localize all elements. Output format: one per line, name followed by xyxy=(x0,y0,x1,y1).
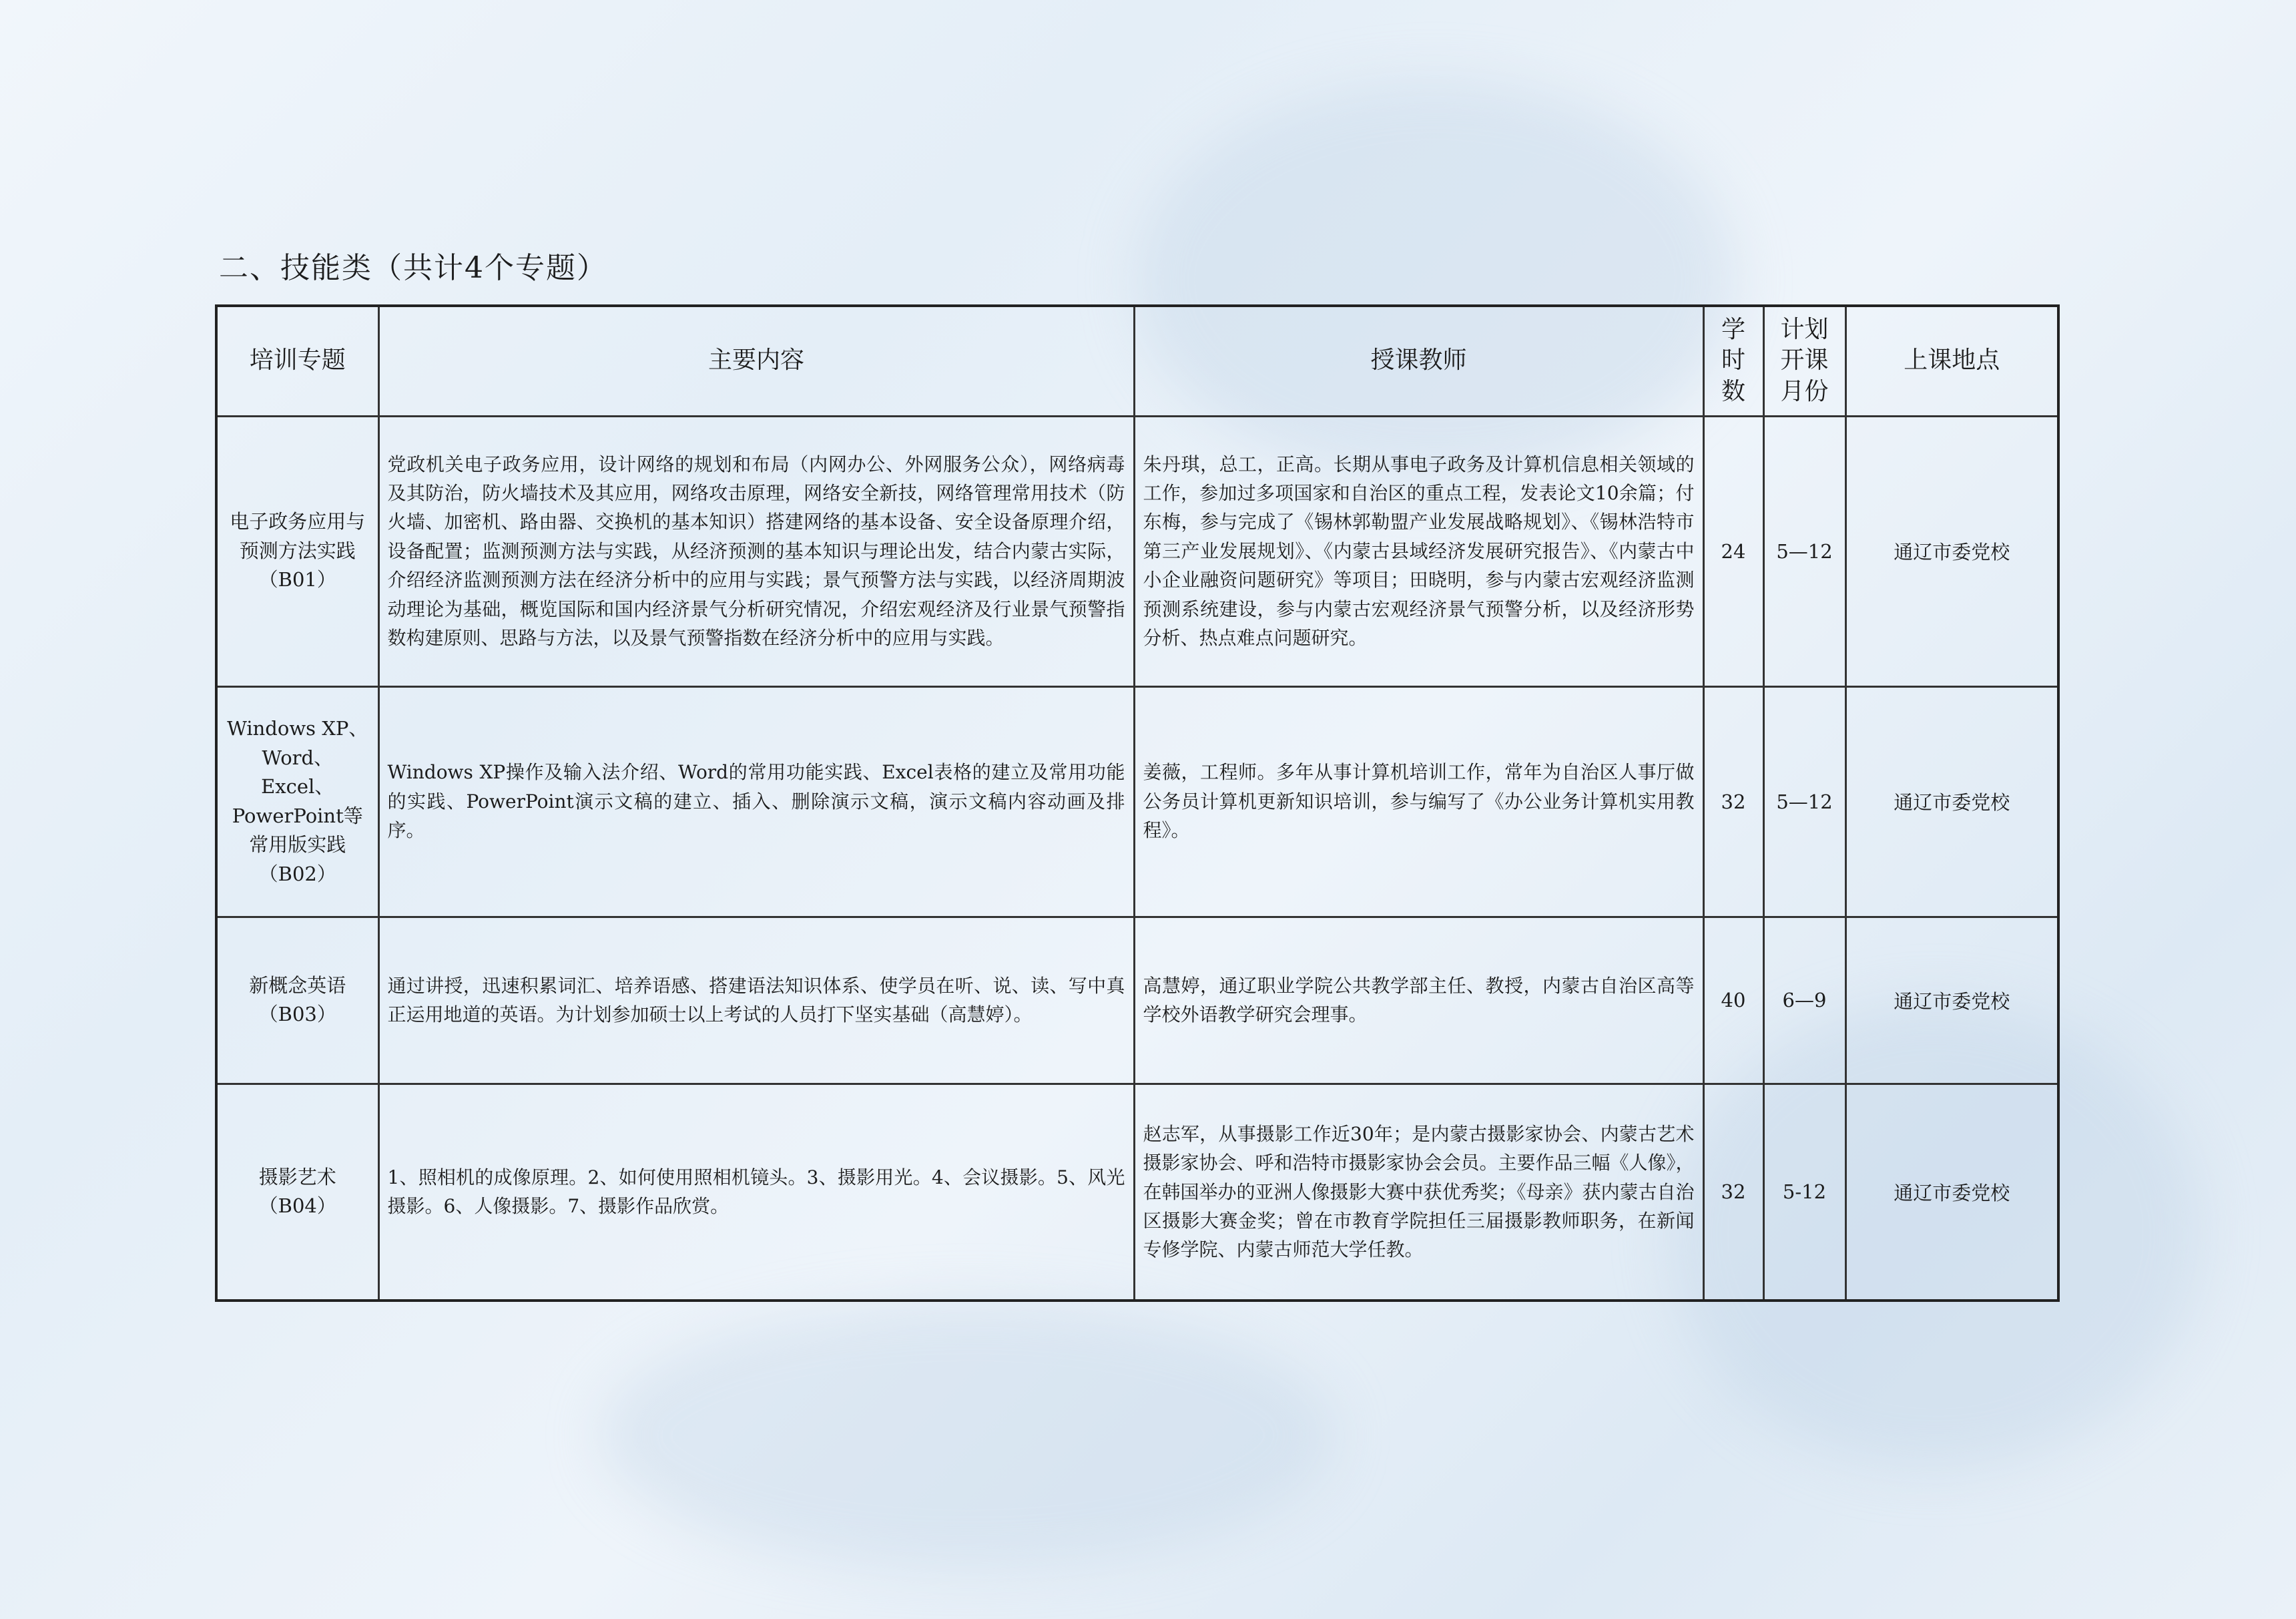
place-cell: 通辽市委党校 xyxy=(1845,686,2058,917)
teacher-cell: 高慧婷，通辽职业学院公共教学部主任、教授，内蒙古自治区高等学校外语教学研究会理事。 xyxy=(1134,917,1703,1084)
header-teacher: 授课教师 xyxy=(1134,306,1703,416)
teacher-cell: 赵志军，从事摄影工作近30年；是内蒙古摄影家协会、内蒙古艺术摄影家协会、呼和浩特市摄影家协会会员。主要作品三幅《人像》，在韩国举办的亚洲人像摄影大赛中获优秀奖；《母亲》获内蒙古自治区摄影大赛金奖；曾在市教育学院担任三届摄影教师职务，在新闻专修学院、内蒙古师范大学任教。 xyxy=(1134,1084,1703,1301)
background-stain xyxy=(601,1302,1335,1569)
header-place: 上课地点 xyxy=(1845,306,2058,416)
course-table xyxy=(215,304,2060,1302)
place-cell: 通辽市委党校 xyxy=(1845,1084,2058,1301)
month-cell: 5-12 xyxy=(1763,1084,1845,1301)
content-cell: Windows XP操作及输入法介绍、Word的常用功能实践、Excel表格的建立及常用功能的实践、PowerPoint演示文稿的建立、插入、删除演示文稿，演示文稿内容动画及排序。 xyxy=(378,686,1134,917)
month-cell: 5—12 xyxy=(1763,416,1845,686)
table-row xyxy=(216,686,2058,917)
topic-code: （B03） xyxy=(258,1003,336,1025)
topic-cell: Windows XP、 Word、Excel、 PowerPoint等 常用版实践 （B02） xyxy=(216,686,378,917)
hours-cell: 32 xyxy=(1703,686,1763,917)
content-cell: 通过讲授，迅速积累词汇、培养语感、搭建语法知识体系、使学员在听、说、读、写中真正运用地道的英语。为计划参加硕士以上考试的人员打下坚实基础（高慧婷）。 xyxy=(378,917,1134,1084)
table-row xyxy=(216,1084,2058,1301)
header-content: 主要内容 xyxy=(378,306,1134,416)
header-month: 计划 开课 月份 xyxy=(1763,306,1845,416)
place-cell: 通辽市委党校 xyxy=(1845,416,2058,686)
header-hours: 学 时 数 xyxy=(1703,306,1763,416)
table-row xyxy=(216,416,2058,686)
content-cell: 党政机关电子政务应用，设计网络的规划和布局（内网办公、外网服务公众），网络病毒及其防治，防火墙技术及其应用，网络攻击原理，网络安全新技，网络管理常用技术（防火墙、加密机、路由器、交换机的基本知识）搭建网络的基本设备、安全设备原理介绍，设备配置；监测预测方法与实践，从经济预测的基本知识与理论出发，结合内蒙古实际，介绍经济监测预测方法在经济分析中的应用与实践；景气预警方法与实践，以经济周期波动理论为基础，概览国际和国内经济景气分析研究情况，介绍宏观经济及行业景气预警指数构建原则、思路与方法，以及景气预警指数在经济分析中的应用与实践。 xyxy=(378,416,1134,686)
teacher-cell: 朱丹琪，总工，正高。长期从事电子政务及计算机信息相关领域的工作，参加过多项国家和自治区的重点工程，发表论文10余篇；付东梅，参与完成了《锡林郭勒盟产业发展战略规划》、《锡林浩特市第三产业发展规划》、《内蒙古县域经济发展研究报告》、《内蒙古中小企业融资问题研究》等项目；田晓明，参与内蒙古宏观经济监测预测系统建设，参与内蒙古宏观经济景气预警分析，以及经济形势分析、热点难点问题研究。 xyxy=(1134,416,1703,686)
topic-cell: 新概念英语 （B03） xyxy=(216,917,378,1084)
teacher-cell: 姜薇，工程师。多年从事计算机培训工作，常年为自治区人事厅做公务员计算机更新知识培训，参与编写了《办公业务计算机实用教程》。 xyxy=(1134,686,1703,917)
hours-cell: 32 xyxy=(1703,1084,1763,1301)
month-cell: 5—12 xyxy=(1763,686,1845,917)
topic-cell: 电子政务应用与 预测方法实践 （B01） xyxy=(216,416,378,686)
header-topic: 培训专题 xyxy=(216,306,378,416)
table-row xyxy=(216,917,2058,1084)
place-cell: 通辽市委党校 xyxy=(1845,917,2058,1084)
month-cell: 6—9 xyxy=(1763,917,1845,1084)
content-cell: 1、照相机的成像原理。2、如何使用照相机镜头。3、摄影用光。4、会议摄影。5、风光摄影。6、人像摄影。7、摄影作品欣赏。 xyxy=(378,1084,1134,1301)
topic-code: （B04） xyxy=(258,1194,336,1218)
table-header-row xyxy=(216,306,2058,416)
hours-cell: 24 xyxy=(1703,416,1763,686)
section-title: 二、技能类（共计4个专题） xyxy=(219,251,607,285)
topic-code: （B01） xyxy=(258,568,336,592)
hours-cell: 40 xyxy=(1703,917,1763,1084)
topic-cell: 摄影艺术 （B04） xyxy=(216,1084,378,1301)
topic-code: （B02） xyxy=(258,862,336,885)
